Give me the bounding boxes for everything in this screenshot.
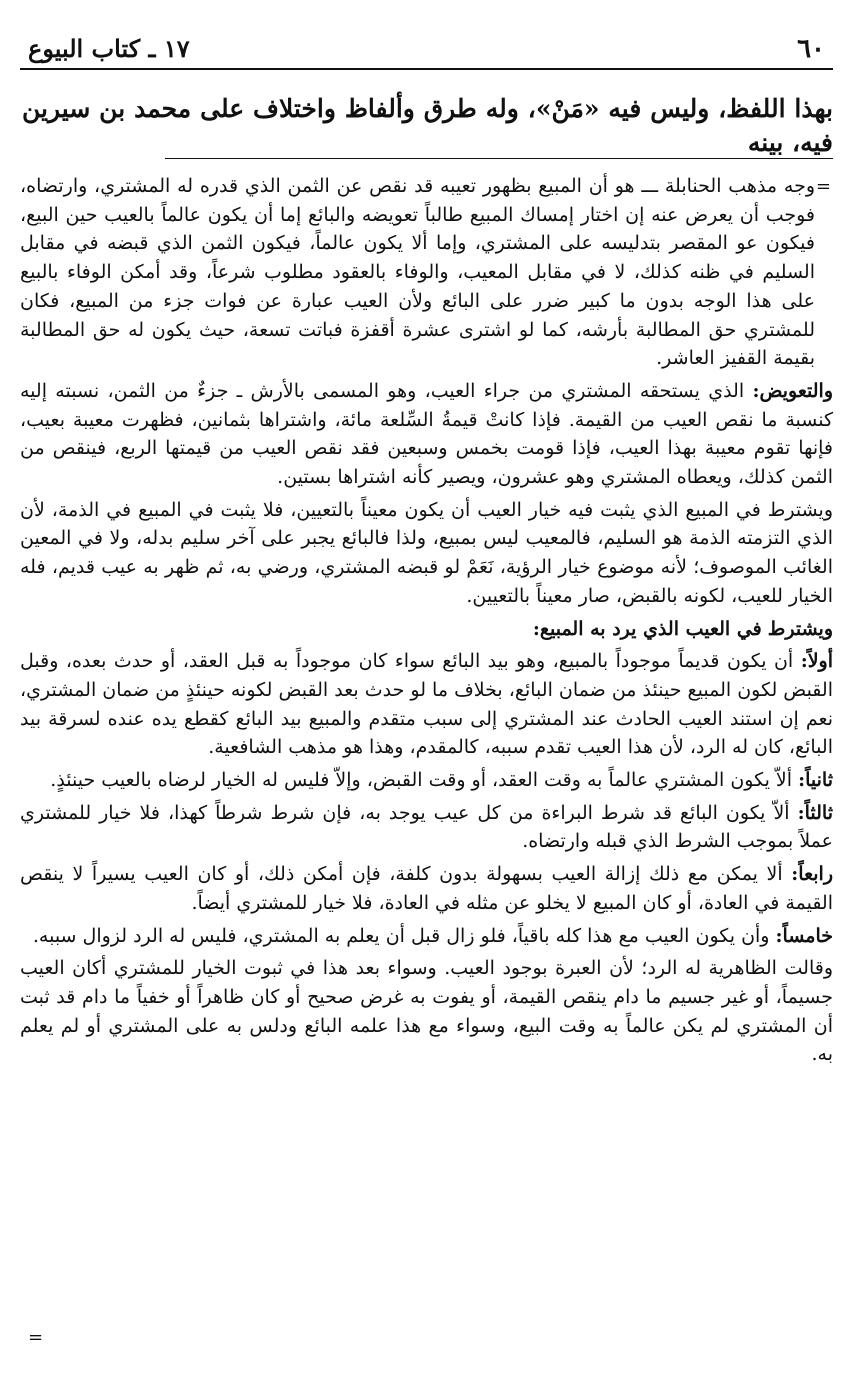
footnote-paragraph <box>20 766 833 795</box>
paragraph-text: ويشترط في المبيع الذي يثبت فيه خيار العيب أن يكون معيناً بالتعيين، فلا يثبت في المبيع في الذمة، لأن الذي التزمته الذمة هو السليم، فالمعيب ليس بمبيع، ولذا فالبائع يجبر على آخر سليم بدله، ولا في المعين الغائب الموصوف؛ لأنه موضوع خيار الرؤية، نَعَمْ لو قبضه المشتري، ورضي به، ثم ظهر به عيب قديم، فله الخيار للعيب، لكونه بالقبض، صار معيناً بالتعيين. <box>20 498 833 607</box>
paragraph-term: ثانياً: <box>798 769 833 792</box>
paragraph-term: ثالثاً: <box>797 801 833 824</box>
footnote-paragraph <box>20 615 833 644</box>
paragraph-term: خامساً: <box>775 924 833 947</box>
page-header <box>20 30 833 70</box>
continuation-mark-end: = <box>28 1327 44 1348</box>
paragraph-text: ألا يمكن مع ذلك إزالة العيب بسهولة بدون كلفة، فإن أمكن ذلك، أو كان العيب يسيراً لا ينقص القيمة في العادة، أو كان المبيع لا يخلو عن مثله في العادة، فلا خيار للمشتري أيضاً. <box>20 863 833 914</box>
footnotes <box>20 172 833 1073</box>
footnote-paragraph <box>20 647 833 762</box>
paragraph-term: أولاً: <box>800 650 833 673</box>
paragraph-text: وجه مذهب الحنابلة ـــ هو أن المبيع بظهور تعيبه قد نقص عن الثمن الذي قدره له المشتري، وارتضاه، فوجب أن يعرض عنه إن اختار إمساك المبيع طالباً تعويضه والبائع إما أن يكون عالماً بالعيب حين البيع، فيكون عو المقصر بتدليسه على المشتري، وإما ألا يكون عالماً، فيكون الثمن الذي قبضه في مقابل السليم في ظنه كذلك، لا في مقابل المعيب، والوفاء بالعقود مطلوب شرعاً، وقد أمكن الوفاء بالبيع على هذا الوجه بدون ما كبير ضرر على البائع ولأن العيب عبارة عن فوات جزء من المبيع، فكان للمشتري حق المطالبة بأرشه، كما لو اشترى عشرة أقفزة فباتت تسعة، حيث يكون له حق المطالبة بقيمة القفيز العاشر. <box>20 175 815 370</box>
paragraph-term: رابعاً: <box>791 863 833 886</box>
running-title: ١٧ ـ كتاب البيوع <box>28 34 190 63</box>
footnote-paragraph <box>20 922 833 951</box>
paragraph-text: ألاّ يكون البائع قد شرط البراءة من كل عيب يوجد به، فإن شرط شرطاً كهذا، فلا خيار للمشتري عملاً بموجب الشرط الذي قبله وارتضاه. <box>20 801 833 853</box>
paragraph-text: وقالت الظاهرية له الرد؛ لأن العبرة بوجود العيب. وسواء بعد هذا في ثبوت الخيار للمشتري أكان العيب جسيماً، أو غير جسيم ما دام ينقص القيمة، أو يفوت به غرض صحيح أو كان ظاهراً أو خفياً ما دام قد ثبت أن المشتري لم يكن عالماً به وقت البيع، وسواء مع هذا علمه البائع ودلس به على المشتري أو لم يعلم به. <box>20 957 833 1066</box>
footnote-separator <box>165 158 833 159</box>
paragraph-text: في العيب الذي يرد به المبيع: <box>532 617 762 640</box>
footnote-paragraph <box>20 799 833 856</box>
paragraph-text: أن يكون قديماً موجوداً بالمبيع، وهو بيد البائع سواء كان موجوداً به قبل العقد، أو حدث بعده، وقبل القبض لكون المبيع حينئذ من ضمان البائع، بخلاف ما لو حدث بعد القبض لكونه حينئذٍ من ضمان المشتري، نعم إن استند العيب الحادث عند المشتري إلى سبب متقدم والمبيع بيد البائع كقطع يده عنده لسرقة بيد البائع، كان له الرد، لأن هذا العيب تقدم سببه، كالمقدم، وهذا هو مذهب الشافعية. <box>20 650 833 759</box>
paragraph-text: الذي يستحقه المشتري من جراء العيب، وهو المسمى بالأرش ـ جزءٌ من الثمن، نسبته إليه كنسبة ما نقص العيب من القيمة. فإذا كانتْ قيمةُ السِّلعة مائة، واشتراها بثمانين، فظهرت معيبة بعيب، فإنها تقوم معيبة بهذا العيب، فإذا قومت بخمس وسبعين فقد نقص العيب من قيمتها الربع، فينقص من الثمن كذلك، ويعطاه المشتري وهو عشرون، ويصير كأنه اشتراها بستين. <box>20 379 833 489</box>
main-text: بهذا اللفظ، وليس فيه «مَنْ»، وله طرق وألفاظ واختلاف على محمد بن سيرين فيه، بينه <box>22 94 833 157</box>
paragraph-text: ألاّ يكون المشتري عالماً به وقت العقد، أو وقت القبض، وإلاّ فليس له الخيار لرضاه بالعيب حينئذٍ. <box>50 769 793 792</box>
continuation-mark-start: = <box>815 176 831 197</box>
footnote-paragraph <box>20 377 833 492</box>
paragraph-term: والتعويض: <box>752 379 833 402</box>
footnote-paragraph <box>20 172 833 373</box>
footnote-paragraph <box>20 496 833 611</box>
footnote-paragraph <box>20 860 833 917</box>
paragraph-term: ويشترط <box>767 617 833 640</box>
paragraph-text: وأن يكون العيب مع هذا كله باقياً، فلو زال قبل أن يعلم به المشتري، فليس له الرد لزوال سببه. <box>32 924 770 947</box>
page-number: ٦٠ <box>797 34 825 64</box>
footnote-paragraph <box>20 954 833 1069</box>
